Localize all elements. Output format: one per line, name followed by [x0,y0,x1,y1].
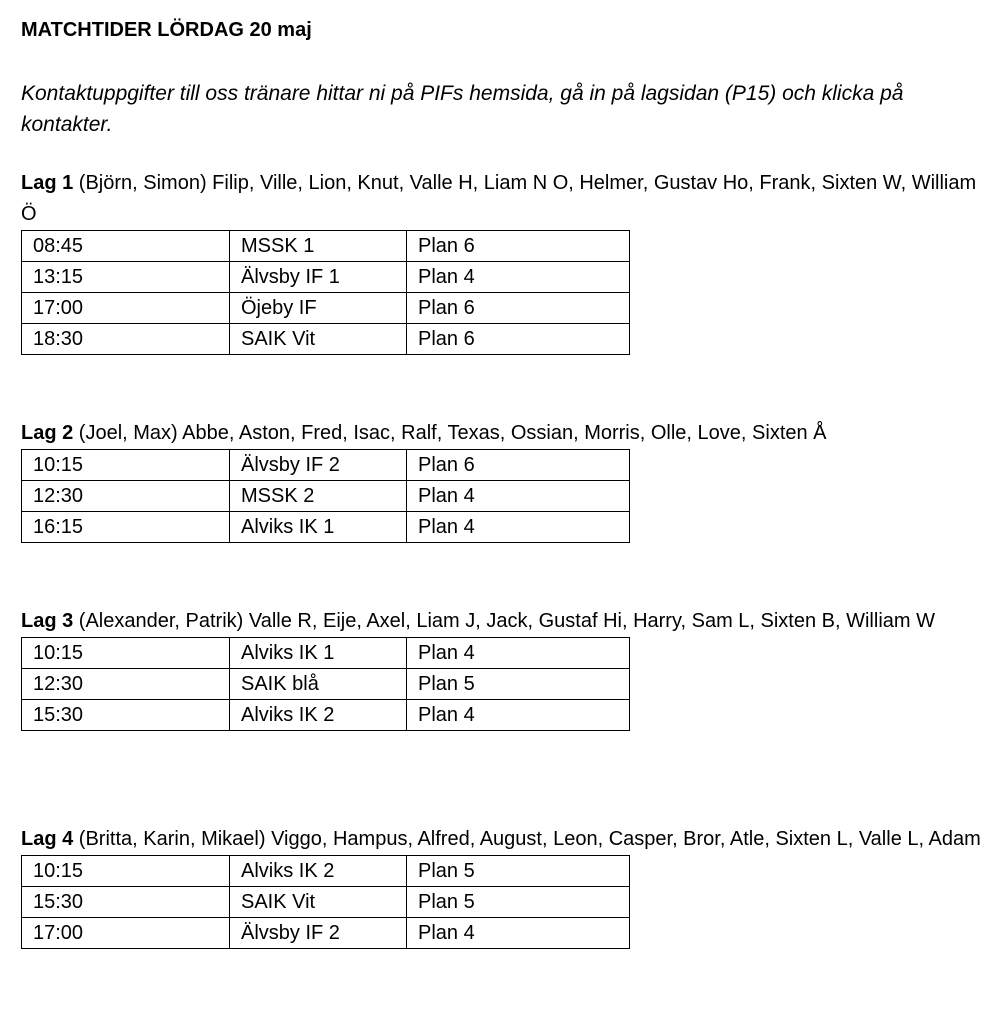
match-field: Plan 6 [407,324,630,355]
match-field: Plan 4 [407,481,630,512]
match-time: 16:15 [22,512,230,543]
table-row [22,887,630,918]
match-field: Plan 6 [407,293,630,324]
match-field: Plan 6 [407,231,630,262]
table-row [22,262,630,293]
table-row [22,231,630,262]
match-time: 15:30 [22,700,230,731]
match-opponent: Öjeby IF [230,293,407,324]
match-table [21,230,630,355]
team-section-4 [21,824,981,949]
table-row [22,918,630,949]
team-players: (Björn, Simon) Filip, Ville, Lion, Knut, Valle H, Liam N O, Helmer, Gustav Ho, Frank, Sixten W, William Ö [21,172,977,225]
table-row [22,324,630,355]
team-label: Lag 3 [21,610,74,632]
match-field: Plan 4 [407,262,630,293]
team-label: Lag 4 [21,828,74,850]
match-field: Plan 4 [407,638,630,669]
document-title: MATCHTIDER LÖRDAG 20 maj [21,19,312,41]
team-heading [21,168,981,230]
team-label: Lag 1 [21,172,74,194]
match-opponent: Älvsby IF 1 [230,262,407,293]
match-field: Plan 4 [407,512,630,543]
team-label: Lag 2 [21,422,74,444]
match-time: 18:30 [22,324,230,355]
match-opponent: MSSK 2 [230,481,407,512]
match-opponent: SAIK Vit [230,324,407,355]
table-row [22,293,630,324]
match-time: 10:15 [22,638,230,669]
match-time: 15:30 [22,887,230,918]
match-table [21,855,630,949]
table-row [22,481,630,512]
match-opponent: SAIK Vit [230,887,407,918]
table-row [22,856,630,887]
match-opponent: Alviks IK 2 [230,700,407,731]
team-players: (Britta, Karin, Mikael) Viggo, Hampus, Alfred, August, Leon, Casper, Bror, Atle, Sixten L, Valle L, Adam [73,828,981,850]
table-row [22,700,630,731]
match-time: 12:30 [22,669,230,700]
team-heading [21,606,981,637]
match-field: Plan 5 [407,887,630,918]
match-time: 17:00 [22,293,230,324]
match-time: 10:15 [22,856,230,887]
match-time: 13:15 [22,262,230,293]
match-time: 08:45 [22,231,230,262]
match-time: 10:15 [22,450,230,481]
match-opponent: Älvsby IF 2 [230,918,407,949]
match-time: 12:30 [22,481,230,512]
match-time: 17:00 [22,918,230,949]
match-field: Plan 4 [407,918,630,949]
match-opponent: MSSK 1 [230,231,407,262]
team-section-2 [21,418,981,543]
table-row [22,638,630,669]
table-row [22,669,630,700]
match-field: Plan 5 [407,669,630,700]
table-row [22,512,630,543]
team-section-1 [21,168,981,355]
contact-info-paragraph: Kontaktuppgifter till oss tränare hittar ni på PIFs hemsida, gå in på lagsidan (P15) och klicka på kontakter. [21,82,904,136]
match-opponent: Alviks IK 1 [230,512,407,543]
match-opponent: Alviks IK 1 [230,638,407,669]
match-opponent: Älvsby IF 2 [230,450,407,481]
match-field: Plan 6 [407,450,630,481]
team-heading [21,824,981,855]
match-field: Plan 4 [407,700,630,731]
table-row [22,450,630,481]
match-opponent: Alviks IK 2 [230,856,407,887]
match-opponent: SAIK blå [230,669,407,700]
team-players: (Joel, Max) Abbe, Aston, Fred, Isac, Ralf, Texas, Ossian, Morris, Olle, Love, Sixten Å [73,422,827,444]
match-table [21,449,630,543]
match-table [21,637,630,731]
team-heading [21,418,981,449]
team-section-3 [21,606,981,731]
match-field: Plan 5 [407,856,630,887]
team-players: (Alexander, Patrik) Valle R, Eije, Axel, Liam J, Jack, Gustaf Hi, Harry, Sam L, Sixten B, William W [73,610,935,632]
